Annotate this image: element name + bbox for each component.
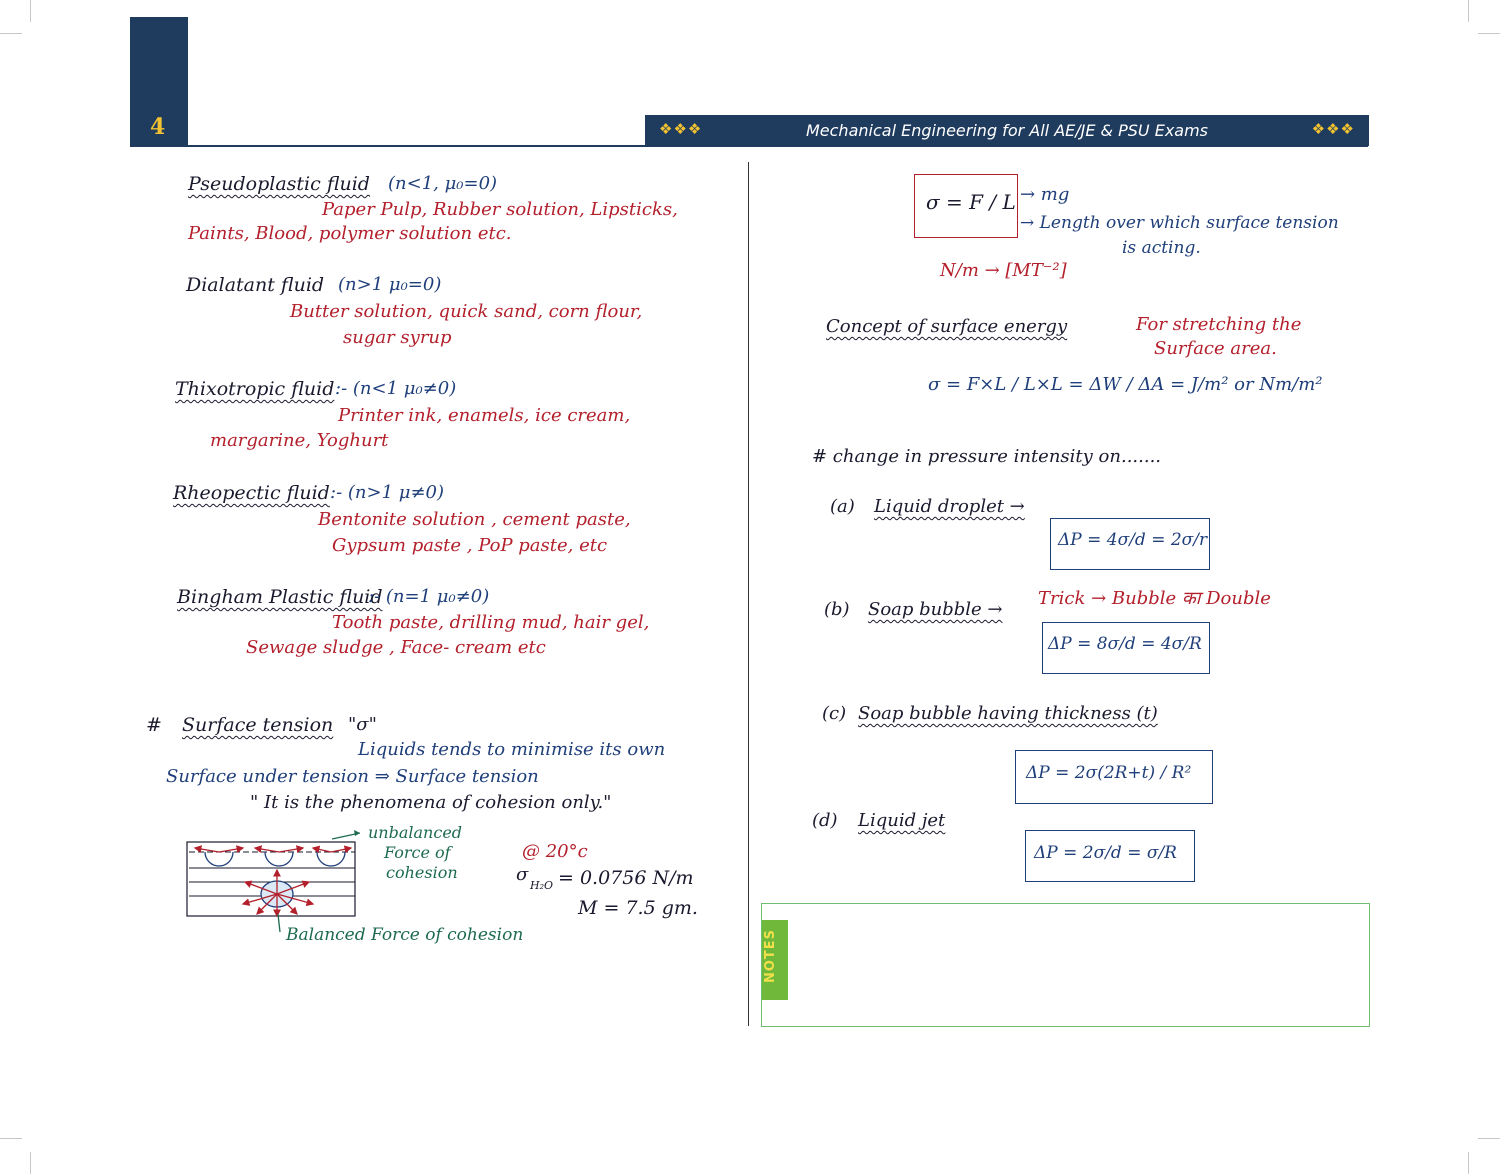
balanced-arrow-icon <box>268 912 288 936</box>
examples-dilatant-2: sugar syrup <box>343 327 452 348</box>
sigma-water-symbol: σ <box>516 864 529 885</box>
surface-tension-line-1: Liquids tends to minimise its own <box>358 739 666 760</box>
stretching-note-1: For stretching the <box>1136 314 1302 335</box>
sigma-water-subscript: H₂O <box>530 879 554 892</box>
heading-rheopectic: Rheopectic fluid <box>173 482 330 504</box>
header-banner <box>645 115 1369 146</box>
surface-tension-quote: " It is the phenomena of cohesion only." <box>250 792 612 813</box>
crop-mark <box>1478 1138 1500 1139</box>
crop-mark <box>30 1152 31 1174</box>
thickness-formula: ΔP = 2σ(2R+t) / R² <box>1026 763 1192 783</box>
examples-dilatant-1: Butter solution, quick sand, corn flour, <box>290 301 643 322</box>
crop-mark <box>1478 33 1500 34</box>
condition-bingham: :- (n=1 μ₀≠0) <box>368 586 490 607</box>
heading-pressure-change: # change in pressure intensity on....... <box>812 446 1162 467</box>
label-a: (a) <box>830 496 855 517</box>
diamond-ornament-icon: ❖❖❖ <box>659 120 703 138</box>
heading-bingham: Bingham Plastic fluid <box>177 586 383 608</box>
label-unbalanced: unbalanced <box>368 823 463 842</box>
label-balanced-force: Balanced Force of cohesion <box>286 925 524 945</box>
temperature-note: @ 20°c <box>522 841 588 862</box>
label-d: (d) <box>812 810 838 831</box>
examples-rheopectic-1: Bentonite solution , cement paste, <box>318 509 631 530</box>
crop-mark <box>0 1138 22 1139</box>
jet-formula: ΔP = 2σ/d = σ/R <box>1034 843 1177 863</box>
label-length: → Length over which surface tension <box>1020 213 1339 233</box>
heading-bubble-thickness: Soap bubble having thickness (t) <box>858 703 1158 724</box>
heading-thixotropic: Thixotropic fluid <box>175 378 335 400</box>
running-header-title: Mechanical Engineering for All AE/JE & PSU Exams <box>805 121 1209 140</box>
sigma-definition: σ = F / L <box>926 190 1016 214</box>
diamond-ornament-icon: ❖❖❖ <box>1311 120 1355 138</box>
crop-mark <box>1468 0 1469 22</box>
cohesion-diagram <box>185 838 360 920</box>
heading-surface-energy: Concept of surface energy <box>826 316 1068 337</box>
examples-pseudoplastic-1: Paper Pulp, Rubber solution, Lipsticks, <box>322 199 678 220</box>
condition-rheopectic: :- (n>1 μ≠0) <box>330 482 444 503</box>
mass-value: M = 7.5 gm. <box>578 897 698 919</box>
condition-thixotropic: :- (n<1 μ₀≠0) <box>335 378 457 399</box>
heading-pseudoplastic: Pseudoplastic fluid <box>188 173 370 195</box>
label-cohesion: cohesion <box>386 863 458 882</box>
sigma-water-value: = 0.0756 N/m <box>558 867 694 889</box>
condition-pseudoplastic: (n<1, μ₀=0) <box>388 173 498 194</box>
examples-thixotropic-1: Printer ink, enamels, ice cream, <box>338 405 631 426</box>
notes-label: NOTES <box>763 928 778 984</box>
page-number: 4 <box>150 114 166 140</box>
unbalanced-arrow-icon <box>330 825 370 845</box>
crop-mark <box>30 0 31 22</box>
examples-bingham-1: Tooth paste, drilling mud, hair gel, <box>332 612 650 633</box>
surface-energy-equation: σ = F×L / L×L = ΔW / ΔA = J/m² or Nm/m² <box>928 374 1323 395</box>
surface-tension-line-2: Surface under tension ⇒ Surface tension <box>166 766 539 787</box>
trick-note: Trick → Bubble का Double <box>1038 588 1271 609</box>
heading-soap-bubble: Soap bubble → <box>868 599 1003 620</box>
heading-surface-tension: Surface tension <box>182 714 334 736</box>
dimension-units: N/m → [MT⁻²] <box>940 260 1067 281</box>
stretching-note-2: Surface area. <box>1154 338 1277 359</box>
condition-dilatant: (n>1 μ₀=0) <box>338 274 442 295</box>
examples-bingham-2: Sewage sludge , Face- cream etc <box>246 637 546 658</box>
notes-box <box>761 903 1370 1027</box>
examples-rheopectic-2: Gypsum paste , PoP paste, etc <box>332 535 608 556</box>
column-divider <box>748 162 749 1026</box>
label-is-acting: is acting. <box>1122 238 1201 258</box>
heading-dilatant: Dialatant fluid <box>186 274 325 296</box>
label-c: (c) <box>822 703 847 724</box>
examples-thixotropic-2: margarine, Yoghurt <box>210 430 389 451</box>
label-mg: → mg <box>1020 184 1070 205</box>
examples-pseudoplastic-2: Paints, Blood, polymer solution etc. <box>188 223 512 244</box>
heading-liquid-droplet: Liquid droplet → <box>874 496 1025 517</box>
label-force-of: Force of <box>384 843 451 862</box>
sigma-symbol: "σ" <box>348 714 377 735</box>
heading-liquid-jet: Liquid jet <box>858 810 946 831</box>
bubble-formula: ΔP = 8σ/d = 4σ/R <box>1048 634 1202 654</box>
label-b: (b) <box>824 599 850 620</box>
droplet-formula: ΔP = 4σ/d = 2σ/r <box>1058 530 1208 550</box>
crop-mark <box>1468 1152 1469 1174</box>
crop-mark <box>0 33 22 34</box>
hash-mark: # <box>146 714 162 736</box>
